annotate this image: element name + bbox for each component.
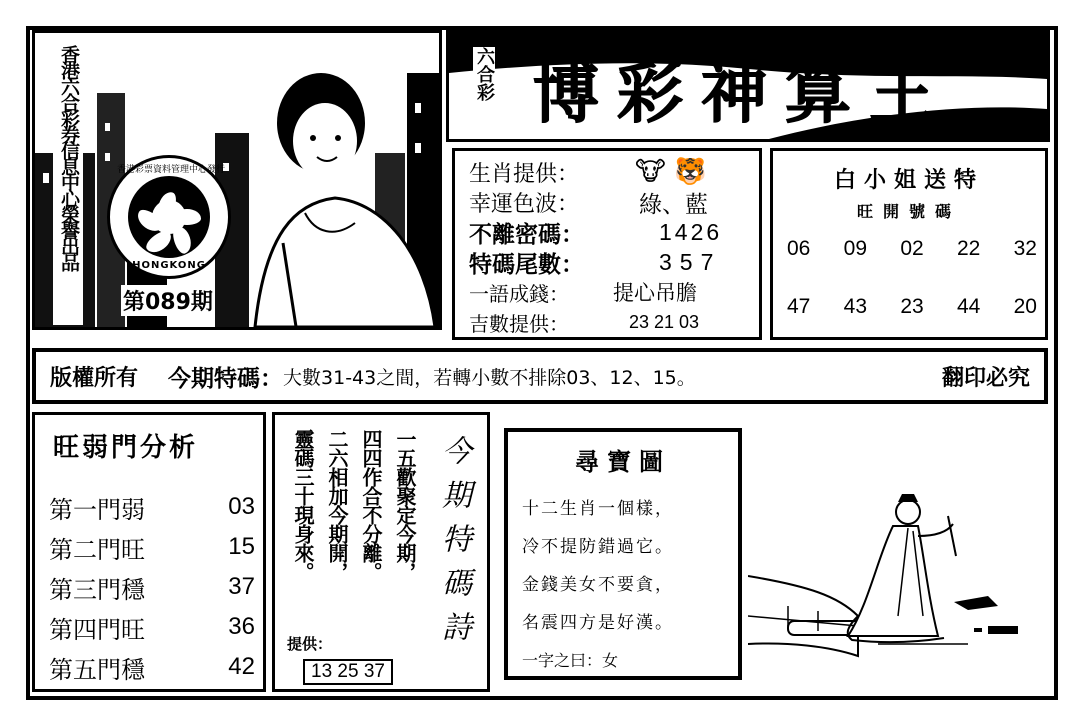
provide-label: 提供： bbox=[287, 635, 333, 653]
special-number: 20 bbox=[1013, 295, 1037, 318]
info-row-saying bbox=[469, 277, 745, 307]
info-row-color bbox=[469, 187, 745, 217]
info-label: 一語成錢： bbox=[469, 281, 569, 306]
no-reprint-label: 翻印必究 bbox=[941, 365, 1030, 391]
poem-column-1: 一五歡聚定今期， bbox=[393, 429, 417, 581]
special-code-label: 今期特碼： bbox=[168, 365, 284, 392]
poem-panel bbox=[272, 412, 490, 692]
provide-numbers: 13 25 37 bbox=[303, 659, 393, 685]
special-number: 43 bbox=[843, 295, 868, 318]
issue-number: 第089期 bbox=[121, 285, 215, 316]
copyright-label: 版權所有 bbox=[50, 365, 139, 391]
door-value: 03 bbox=[228, 493, 255, 520]
info-row-lucky bbox=[469, 307, 745, 337]
door-row bbox=[49, 607, 255, 647]
vertical-title: 香港六合彩券信息中心榮譽出品 bbox=[53, 45, 83, 325]
special-code-strip bbox=[32, 348, 1048, 404]
door-row bbox=[49, 527, 255, 567]
info-row-zodiac bbox=[469, 157, 745, 187]
info-value: 23 21 03 bbox=[629, 311, 700, 332]
door-label: 第三門穩 bbox=[49, 575, 145, 604]
info-value: 提心吊膽 bbox=[613, 281, 697, 305]
info-label: 不離密碼： bbox=[469, 221, 584, 248]
special-numbers-panel bbox=[770, 148, 1048, 340]
city-background-image bbox=[35, 33, 439, 327]
door-label: 第二門旺 bbox=[49, 535, 145, 564]
special-title: 白小姐送特 bbox=[833, 167, 984, 193]
info-value: 1426 bbox=[659, 218, 723, 245]
zodiac-icon: 🐮 🐯 bbox=[635, 157, 707, 187]
door-value: 36 bbox=[228, 613, 255, 640]
info-label: 生肖提供： bbox=[469, 161, 580, 187]
special-number: 09 bbox=[843, 237, 868, 260]
special-number: 06 bbox=[787, 237, 811, 260]
door-value: 37 bbox=[228, 573, 255, 600]
door-analysis-panel bbox=[32, 412, 266, 692]
treasure-text-box bbox=[504, 428, 742, 680]
treasure-line-2: 冷不提防錯過它。 bbox=[522, 537, 674, 557]
special-subtitle: 旺開號碼 bbox=[856, 202, 961, 221]
door-label: 第四門旺 bbox=[49, 615, 145, 644]
door-value: 15 bbox=[228, 533, 255, 560]
info-row-tail bbox=[469, 247, 745, 277]
special-row-1 bbox=[787, 237, 1037, 261]
title-banner bbox=[446, 30, 1050, 142]
special-number: 32 bbox=[1013, 237, 1037, 260]
special-number: 22 bbox=[956, 237, 981, 260]
hongkong-logo bbox=[107, 155, 231, 279]
door-row bbox=[49, 647, 255, 687]
info-label: 特碼尾數： bbox=[469, 251, 584, 278]
special-number: 44 bbox=[956, 295, 981, 318]
info-row-code bbox=[469, 217, 745, 247]
special-row-2 bbox=[787, 295, 1037, 319]
treasure-line-3: 金錢美女不要貪， bbox=[522, 575, 674, 595]
banner-small-label: 六合彩 bbox=[473, 47, 495, 137]
banner-title: 博彩神算王 bbox=[533, 54, 953, 132]
photo-panel bbox=[32, 30, 442, 330]
info-value: 357 bbox=[659, 248, 722, 275]
poem-column-2: 四四作合不分離。 bbox=[359, 429, 383, 581]
info-panel bbox=[452, 148, 762, 340]
special-number: 23 bbox=[900, 295, 924, 318]
special-code-text: 大數31-43之間，若轉小數不排除03、12、15。 bbox=[283, 366, 696, 389]
poem-column-4: 靈碼三十現身來。 bbox=[291, 429, 315, 581]
door-title: 旺弱門分析 bbox=[53, 433, 199, 463]
door-row bbox=[49, 567, 255, 607]
door-label: 第五門穩 bbox=[49, 655, 145, 684]
treasure-line-4: 名震四方是好漢。 bbox=[522, 613, 674, 633]
door-row bbox=[49, 487, 255, 527]
info-label: 吉數提供： bbox=[469, 311, 569, 336]
bauhinia-icon bbox=[128, 176, 210, 258]
info-label: 幸運色波： bbox=[469, 191, 580, 217]
poem-side-title: 今期特碼詩 bbox=[436, 435, 471, 655]
info-value: 綠、藍 bbox=[639, 191, 708, 218]
treasure-footer: 一字之曰：女 bbox=[522, 651, 619, 670]
door-value: 42 bbox=[228, 653, 255, 680]
logo-ring-text: 香港彩票資料管理中心發行 bbox=[116, 165, 225, 175]
poem-column-3: 二六相加今期開， bbox=[325, 429, 349, 581]
door-list bbox=[49, 487, 255, 687]
treasure-line-1: 十二生肖一個樣， bbox=[522, 499, 674, 519]
logo-caption: HONGKONG bbox=[132, 260, 206, 271]
treasure-title: 尋寶圖 bbox=[575, 447, 671, 476]
scholar-illustration bbox=[748, 416, 1044, 688]
door-label: 第一門弱 bbox=[49, 495, 145, 524]
special-number: 47 bbox=[787, 295, 811, 318]
special-number: 02 bbox=[900, 237, 924, 260]
